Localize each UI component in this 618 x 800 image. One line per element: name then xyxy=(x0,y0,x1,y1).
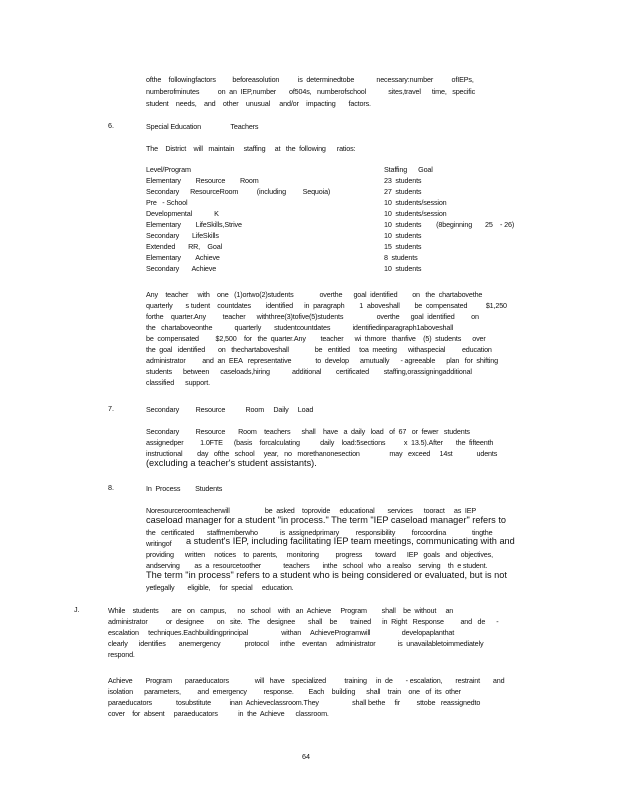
staffing-row-left: Pre - School xyxy=(146,198,188,207)
section-j-p2-line: isolation parameters, and emergency response. Each building shall train one of its other xyxy=(108,687,461,696)
staffing-row-left: Secondary ResourceRoom (including Sequoia) xyxy=(146,187,331,196)
staffing-row-right: 8 students xyxy=(384,253,418,262)
staffing-row-right: 10 students (8beginning 25 - 26) xyxy=(384,220,515,229)
section-8-line: providing written notices to parents, monitoring progress toward IEP goals and objectives, xyxy=(146,550,493,559)
section-j-p1-line: escalation techniques.Eachbuildingprincipal withan AchieveProgramwill developaplanthat xyxy=(108,628,455,637)
staffing-row-left: Elementary Achieve xyxy=(146,253,220,262)
staffing-row-right: 27 students xyxy=(384,187,422,196)
staffing-row-left: Extended RR, Goal xyxy=(146,242,222,251)
section-8-big-line: The term "in process" refers to a student who is being considered or evaluated, but is not xyxy=(146,570,507,580)
section-j-p1-line: respond. xyxy=(108,650,135,659)
staffing-row-right: 10 students/session xyxy=(384,209,447,218)
section-6-title: Special Education Teachers xyxy=(146,122,259,131)
staffing-row-left: Secondary Achieve xyxy=(146,264,217,273)
staffing-row-left: Secondary LifeSkills xyxy=(146,231,219,240)
section-j-p2-line: Achieve Program paraeducators will have specialized training in de - escalation, restraint and xyxy=(108,676,505,685)
section-j-p1-line: administrator or designee on site. The designee shall be trained in Right Response and de - xyxy=(108,617,499,626)
section-7-number: 7. xyxy=(108,404,114,413)
section-6-para-line: be compensated $2,500 for the quarter.Any teacher wi thmore thanfive (5) students over xyxy=(146,334,486,343)
section-8-line: andserving as a resourcetoother teachers inthe school who a realso serving th e student. xyxy=(146,561,488,570)
section-7-line: Secondary Resource Room teachers shall have a daily load of 67 or fewer students xyxy=(146,427,470,436)
section-7-big-line: (excluding a teacher's student assistants). xyxy=(146,458,317,468)
section-8-line: Noresourceroomteacherwill be asked toprovide educational services tooract as IEP xyxy=(146,506,477,515)
section-6-para-line: administrator and an EEA representative to develop amutually - agreeable plan for shifting xyxy=(146,356,498,365)
section-6-para-line: quarterly s tudent countdates identified in paragraph 1 aboveshall be compensated $1,250 xyxy=(146,301,507,310)
staffing-row-right: 10 students/session xyxy=(384,198,447,207)
section-6-lead: The District will maintain staffing at the following ratios: xyxy=(146,144,356,153)
section-8-line: writingof xyxy=(146,539,172,548)
section-j-p2-line: paraeducators tosubstitute inan Achieveclassroom.They shall bethe fir sttobe reassignedto xyxy=(108,698,481,707)
section-6-para-line: forthe quarter.Any teacher withthree(3)tofive(5)students overthe goal identified on xyxy=(146,312,479,321)
section-j-p1-line: clearly identifies anemergency protocol inthe eventan administrator is unavailabletoimmediately xyxy=(108,639,484,648)
staffing-row-left: Elementary Resource Room xyxy=(146,176,259,185)
section-6-para-line: Any teacher with one (1)ortwo(2)students overthe goal identified on the chartabovethe xyxy=(146,290,483,299)
section-6-para-line: the goal identified on thechartaboveshall be entitled toa meeting withaspecial education xyxy=(146,345,492,354)
section-7-line: assignedper 1.0FTE (basis forcalculating daily load:5sections x 13.5).After the fifteenth xyxy=(146,438,494,447)
staffing-row-right: 10 students xyxy=(384,231,422,240)
staffing-row-left: Elementary LifeSkills,Strive xyxy=(146,220,242,229)
section-8-big-line: a student's IEP, including facilitating IEP team meetings, communicating with and xyxy=(186,536,515,546)
staffing-table-header-right: Staffing Goal xyxy=(384,165,433,174)
section-6-para-line: the chartaboveonthe quarterly studentcountdates identifiedinparagraph1aboveshall xyxy=(146,323,454,332)
section-j-p2-line: cover for absent paraeducators in the Achieve classroom. xyxy=(108,709,329,718)
section-8-title: In Process Students xyxy=(146,484,223,493)
intro-line-1: ofthe followingfactors beforeasolution is determinedtobe necessary:number ofIEPs, xyxy=(146,75,474,84)
section-j-p1-line: While students are on campus, no school with an Achieve Program shall be without an xyxy=(108,606,454,615)
intro-line-2: numberofminutes on an IEP,number of504s, numberofschool sites,travel time, specific xyxy=(146,87,476,96)
section-8-line: the certificated staffmemberwho is assignedprimary responsibility forcoordina tingthe xyxy=(146,528,493,537)
section-j-letter: J. xyxy=(74,605,80,614)
staffing-row-right: 15 students xyxy=(384,242,422,251)
staffing-table-header-left: Level/Program xyxy=(146,165,191,174)
staffing-row-left: Developmental K xyxy=(146,209,219,218)
intro-line-3: student needs, and other unusual and/or impacting factors. xyxy=(146,99,371,108)
staffing-row-right: 10 students xyxy=(384,264,422,273)
section-8-line: yetlegally eligible, for special education. xyxy=(146,583,294,592)
section-6-para-line: classified support. xyxy=(146,378,210,387)
staffing-row-right: 23 students xyxy=(384,176,422,185)
section-6-number: 6. xyxy=(108,121,114,130)
section-7-line: instructional day ofthe school year, no morethanonesection may exceed 14st udents xyxy=(146,449,498,458)
page-number: 64 xyxy=(302,752,310,761)
section-8-number: 8. xyxy=(108,483,114,492)
section-6-para-line: students between caseloads,hiring additional certificated staffing,orassigningadditional xyxy=(146,367,472,376)
section-7-title: Secondary Resource Room Daily Load xyxy=(146,405,314,414)
section-8-big-line: caseload manager for a student "in process." The term "IEP caseload manager" refers to xyxy=(146,515,506,525)
